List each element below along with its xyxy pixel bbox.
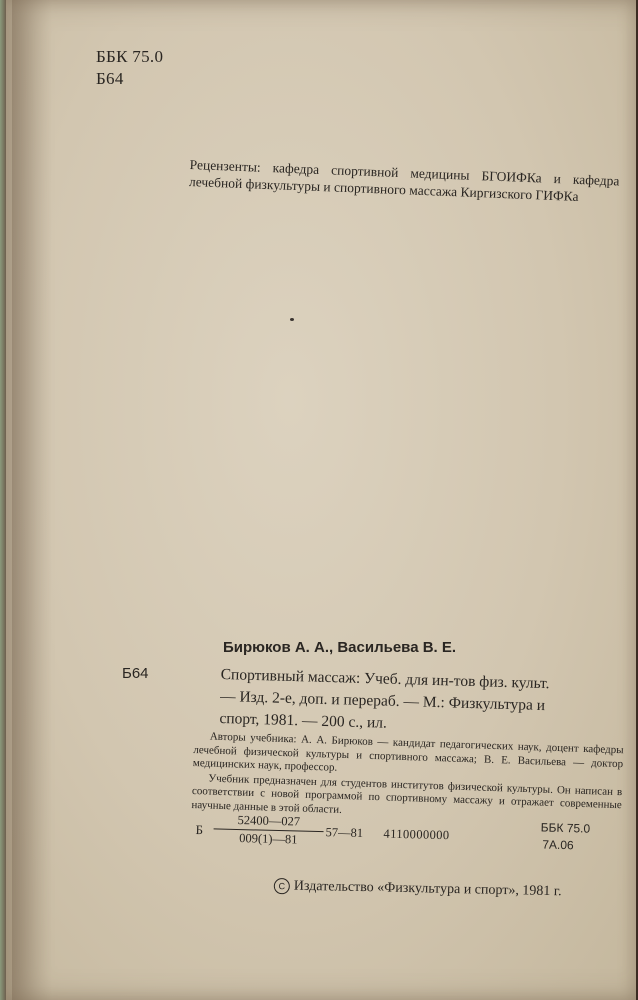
description-line-1: Спортивный массаж: Учеб. для ин-тов физ. культ. <box>220 665 550 693</box>
classification-header <box>96 46 163 90</box>
catalog-bbk-sub: 7А.06 <box>542 837 574 853</box>
catalog-letter: Б <box>195 821 204 838</box>
book-edge <box>0 0 6 1000</box>
fraction-denominator: 009(1)—81 <box>239 831 298 847</box>
book-page <box>6 0 636 1000</box>
about-authors: Авторы учебника: А. А. Бирюков — кандидат педагогических наук, доцент кафедры лечебной физической культуры и спортивного массажа; В. Е. Васильева — доктор медицинских наук, профессор. <box>192 730 624 774</box>
catalog-fraction <box>213 812 324 848</box>
book-purpose: Учебник предназначен для студентов институтов физической культуры. Он написан в соответствии с новой программой по спортивному массажу и отражает современные научные данные в этой области. <box>191 772 623 816</box>
bbk-code: ББК 75.0 <box>96 47 164 66</box>
copyright-text: Издательство «Физкультура и спорт», 1981 г. <box>293 878 562 900</box>
copyright-line <box>274 878 562 900</box>
reviewers-note: Рецензенты: кафедра спортивной медицины БГОИФКа и кафедра лечебной физкультуры и спортивного массажа Киргизского ГИФКа <box>188 157 620 204</box>
catalog-bbk: ББК 75.0 <box>540 820 591 836</box>
catalog-index: Б64 <box>122 665 149 682</box>
bibliographic-description <box>219 664 621 741</box>
gutter-shadow <box>12 0 52 1000</box>
copyright-icon: C <box>274 878 290 894</box>
paper-speck <box>290 318 294 321</box>
description-line-3: спорт, 1981. — 200 с., ил. <box>219 709 388 732</box>
authors-heading: Бирюков А. А., Васильева В. Е. <box>223 639 457 656</box>
catalog-number: 4110000000 <box>383 826 450 843</box>
author-mark: Б64 <box>96 69 124 88</box>
catalog-price-code: 57—81 <box>325 825 364 841</box>
fraction-numerator: 52400—027 <box>214 812 324 832</box>
description-line-2: — Изд. 2-е, доп. и перераб. — М.: Физкультура и <box>219 687 546 715</box>
catalog-codes <box>195 812 626 872</box>
